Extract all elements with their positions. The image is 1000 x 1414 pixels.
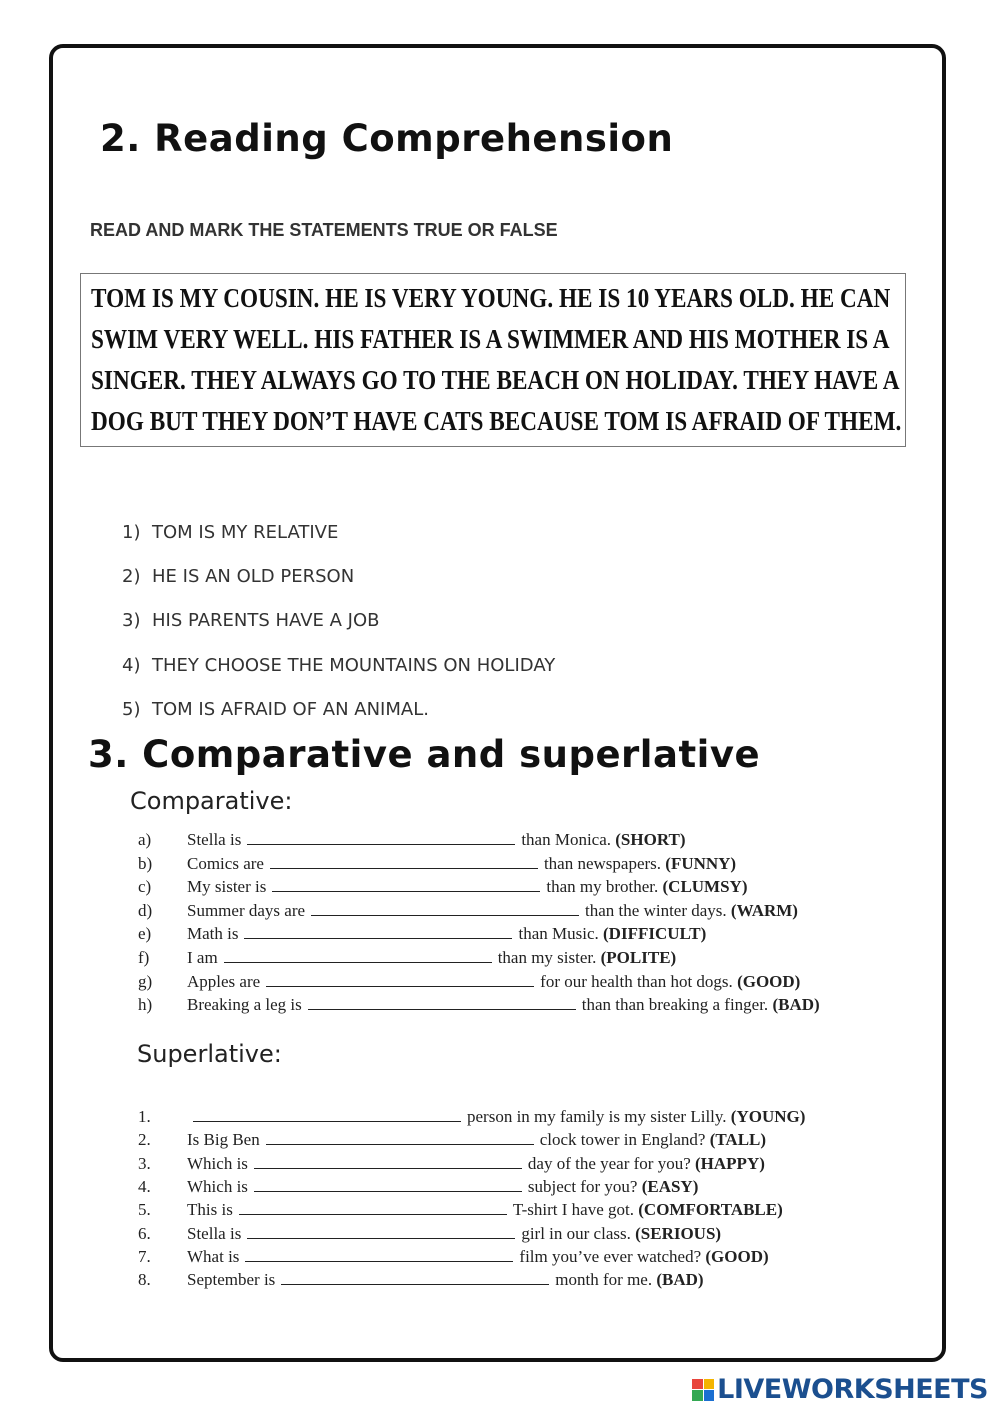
- statement-item[interactable]: [122, 610, 555, 654]
- row-label: 6.: [138, 1223, 151, 1243]
- row-word: (YOUNG): [730, 1107, 806, 1126]
- reading-passage: [80, 273, 906, 447]
- answer-blank[interactable]: [281, 1270, 549, 1285]
- statement-item[interactable]: [122, 566, 555, 610]
- row-after: than newspapers.: [543, 853, 662, 873]
- row-label: a): [138, 830, 152, 849]
- passage-line: DOG BUT THEY DON’T HAVE CATS BECAUSE TOM IS AFRAID OF THEM.: [91, 406, 902, 436]
- row-after: than my sister.: [497, 948, 597, 967]
- statement-number: 4): [122, 654, 141, 676]
- row-label: c): [138, 877, 152, 897]
- row-word: (EASY): [641, 1176, 699, 1196]
- passage-line: TOM IS MY COUSIN. HE IS VERY YOUNG. HE IS 10 YEARS OLD. HE CAN: [91, 283, 891, 313]
- row-label: 8.: [138, 1270, 151, 1290]
- row-word: (COMFORTABLE): [638, 1200, 783, 1220]
- row-label: d): [138, 900, 153, 920]
- statement-text: THEY CHOOSE THE MOUNTAINS ON HOLIDAY: [152, 654, 556, 676]
- answer-blank[interactable]: [311, 901, 579, 916]
- answer-blank[interactable]: [308, 995, 576, 1010]
- superlative-label: Superlative:: [137, 1040, 282, 1068]
- row-before: Stella is: [187, 1223, 242, 1243]
- row-before: Which is: [187, 1176, 248, 1196]
- row-word: (CLUMSY): [662, 877, 748, 897]
- statement-text: HE IS AN OLD PERSON: [152, 566, 355, 588]
- row-word: (GOOD): [705, 1246, 769, 1266]
- row-label: 3.: [138, 1153, 151, 1173]
- row-after: film you’ve ever watched?: [519, 1246, 702, 1266]
- statement-number: 3): [122, 610, 141, 632]
- row-after: subject for you?: [527, 1176, 638, 1196]
- row-label: 5.: [138, 1200, 151, 1220]
- row-after: than my brother.: [546, 877, 659, 897]
- row-before: Apples are: [187, 971, 261, 991]
- brand-name: LIVEWORKSHEETS: [717, 1374, 988, 1405]
- statement-text: HIS PARENTS HAVE A JOB: [152, 610, 380, 632]
- row-after: than Music.: [518, 924, 599, 944]
- row-word: (BAD): [772, 995, 820, 1015]
- row-label: g): [138, 971, 153, 991]
- liveworksheets-logo-icon: [692, 1379, 714, 1401]
- answer-blank[interactable]: [245, 1247, 513, 1262]
- row-after: day of the year for you?: [527, 1153, 691, 1173]
- row-before: Stella is: [187, 830, 242, 849]
- row-word: (BAD): [656, 1270, 704, 1290]
- row-after: T-shirt I have got.: [512, 1200, 634, 1220]
- row-after: person in my family is my sister Lilly.: [467, 1107, 727, 1126]
- statement-text: TOM IS AFRAID OF AN ANIMAL.: [152, 698, 429, 720]
- row-before: Breaking a leg is: [187, 995, 302, 1015]
- row-after: month for me.: [555, 1270, 653, 1290]
- reading-instruction: READ AND MARK THE STATEMENTS TRUE OR FALSE: [90, 220, 558, 240]
- row-word: (WARM): [730, 900, 798, 920]
- row-word: (POLITE): [600, 948, 677, 967]
- row-before: My sister is: [187, 877, 267, 897]
- row-label: 1.: [138, 1107, 151, 1126]
- statement-number: 5): [122, 698, 141, 720]
- answer-blank[interactable]: [247, 1224, 515, 1239]
- answer-blank[interactable]: [270, 854, 538, 869]
- row-before: Comics are: [187, 853, 264, 873]
- row-before: What is: [187, 1246, 240, 1266]
- row-before: Math is: [187, 924, 239, 944]
- row-before: September is: [187, 1270, 276, 1290]
- passage-line: SINGER. THEY ALWAYS GO TO THE BEACH ON HOLIDAY. THEY HAVE A: [91, 365, 900, 395]
- answer-blank[interactable]: [224, 948, 492, 963]
- row-after: girl in our class.: [521, 1223, 631, 1243]
- row-word: (GOOD): [737, 971, 801, 991]
- answer-blank[interactable]: [247, 830, 515, 845]
- answer-blank[interactable]: [239, 1200, 507, 1215]
- row-word: (TALL): [709, 1130, 767, 1150]
- row-label: f): [138, 948, 150, 967]
- comparative-exercise: [138, 828, 898, 1018]
- answer-blank[interactable]: [272, 877, 540, 892]
- passage-line: SWIM VERY WELL. HIS FATHER IS A SWIMMER AND HIS MOTHER IS A: [91, 324, 890, 354]
- row-label: h): [138, 995, 153, 1015]
- row-label: b): [138, 853, 153, 873]
- row-label: e): [138, 924, 152, 944]
- row-before: Is Big Ben: [187, 1130, 260, 1150]
- row-before: I am: [187, 948, 218, 967]
- liveworksheets-logo[interactable]: [692, 1374, 988, 1405]
- row-before: Summer days are: [187, 900, 306, 920]
- row-label: 4.: [138, 1176, 151, 1196]
- row-after: than than breaking a finger.: [581, 995, 769, 1015]
- row-word: (SERIOUS): [635, 1223, 722, 1243]
- row-after: than Monica.: [521, 830, 612, 849]
- statement-list: [122, 522, 555, 743]
- row-before: This is: [187, 1200, 233, 1220]
- statement-item[interactable]: [122, 655, 555, 699]
- statement-text: TOM IS MY RELATIVE: [152, 522, 339, 543]
- superlative-exercise: [138, 1105, 898, 1295]
- comparative-label: Comparative:: [130, 787, 293, 815]
- row-word: (SHORT): [615, 830, 686, 849]
- section-2-heading: 2. Reading Comprehension: [100, 117, 674, 160]
- row-after: clock tower in England?: [539, 1130, 706, 1150]
- statement-number: 2): [122, 566, 141, 588]
- answer-blank[interactable]: [266, 972, 534, 987]
- row-word: (DIFFICULT): [603, 924, 707, 944]
- row-before: Which is: [187, 1153, 248, 1173]
- answer-blank[interactable]: [193, 1107, 461, 1122]
- row-label: 2.: [138, 1130, 151, 1150]
- answer-blank[interactable]: [244, 924, 512, 939]
- row-word: (FUNNY): [665, 853, 737, 873]
- statement-number: 1): [122, 522, 141, 543]
- answer-blank[interactable]: [254, 1154, 522, 1169]
- answer-blank[interactable]: [254, 1177, 522, 1192]
- section-3-heading: 3. Comparative and superlative: [88, 733, 761, 776]
- row-label: 7.: [138, 1246, 151, 1266]
- statement-item[interactable]: [122, 522, 555, 566]
- row-after: than the winter days.: [585, 900, 727, 920]
- answer-blank[interactable]: [266, 1130, 534, 1145]
- row-word: (HAPPY): [695, 1153, 765, 1173]
- row-after: for our health than hot dogs.: [540, 971, 733, 991]
